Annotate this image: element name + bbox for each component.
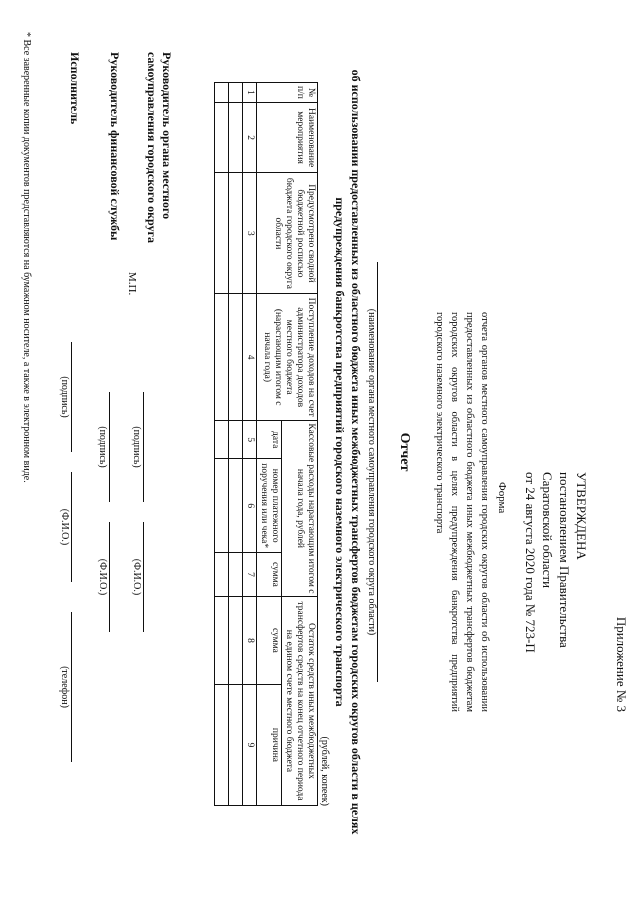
footnote: * Все заверенные копии документов представляются на бумажном носителе, а также в электронном виде. bbox=[21, 32, 32, 483]
approval-line: постановлением Правительства bbox=[557, 472, 572, 648]
header-cell-income: Поступление доходов на счет администратора доходов местного бюджета (нарастающим итогом с начала года) bbox=[257, 294, 318, 421]
report-table bbox=[214, 82, 318, 806]
finance-name-line bbox=[109, 522, 110, 632]
column-number: 9 bbox=[243, 684, 257, 805]
approval-block bbox=[522, 472, 590, 653]
head-name-line bbox=[143, 522, 144, 632]
form-description: отчета органов местного самоуправления городских округов области об использовании предоставленных из областного бюджета иных межбюджетных трансфертов бюджетам городских округов области в целях предупреждения банкротства предприятий городского наземного электрического транспорта bbox=[434, 312, 490, 712]
document-page bbox=[10, 12, 630, 892]
finance-signature-title: Руководитель финансовой службы bbox=[108, 52, 122, 241]
column-number: 4 bbox=[243, 294, 257, 421]
column-number: 2 bbox=[243, 102, 257, 173]
header-cell-sum: сумма bbox=[257, 552, 282, 596]
executor-signature-title: Исполнитель bbox=[68, 52, 82, 125]
header-cell-cash-expenses: Кассовые расходы нарастающим итогом с начала года, рублей bbox=[282, 420, 318, 596]
column-number: 6 bbox=[243, 459, 257, 553]
approval-line: от 24 августа 2020 года № 723-П bbox=[523, 472, 538, 653]
head-signature-title: Руководитель органа местного самоуправления городского округа bbox=[145, 52, 174, 243]
column-number: 8 bbox=[243, 596, 257, 684]
appendix-label: Приложение № 3 bbox=[614, 616, 629, 712]
executor-phone-line bbox=[71, 612, 72, 762]
executor-name-line bbox=[71, 472, 72, 582]
units-label: (рублей, копеек) bbox=[319, 736, 330, 806]
table-row bbox=[229, 83, 243, 806]
name-caption: (Ф.И.О.) bbox=[59, 508, 70, 546]
column-number: 5 bbox=[243, 420, 257, 459]
name-caption: (Ф.И.О.) bbox=[97, 558, 108, 596]
report-title: Отчет bbox=[397, 432, 412, 472]
header-cell-number: № п/п bbox=[257, 83, 318, 103]
signature-caption: (подпись) bbox=[131, 426, 142, 468]
name-caption: (Ф.И.О.) bbox=[131, 558, 142, 596]
table-header-row bbox=[282, 83, 318, 806]
organization-name-caption: (наименование органа местного самоуправления городского округа области) bbox=[366, 308, 377, 636]
header-cell-date: дата bbox=[257, 420, 282, 459]
column-number: 7 bbox=[243, 552, 257, 596]
approval-line: УТВЕРЖДЕНА bbox=[574, 472, 589, 560]
header-cell-balance: Остаток средств иных межбюджетных трансфертов средств на конец отчетного периода на едином счете местного бюджета bbox=[282, 596, 318, 805]
executor-signature-line bbox=[71, 342, 72, 452]
head-signature-line bbox=[143, 392, 144, 502]
table-row bbox=[215, 83, 229, 806]
header-cell-planned: Предусмотрено сводной бюджетной росписью бюджета городского округа области bbox=[257, 173, 318, 294]
column-number-row bbox=[243, 83, 257, 806]
report-heading: об использовании предоставленных из областного бюджета иных межбюджетных трансфертов бюджетам городских округов области в целях предупреждения банкротства предприятий городского наземного электрического транспорта bbox=[333, 69, 363, 835]
column-number: 1 bbox=[243, 83, 257, 103]
phone-caption: (телефон) bbox=[59, 666, 70, 708]
column-number: 3 bbox=[243, 173, 257, 294]
form-label: Форма bbox=[496, 482, 508, 514]
organization-name-line bbox=[377, 262, 378, 682]
header-cell-payment-number: номер платежного поручения или чека* bbox=[257, 459, 282, 553]
stamp-placeholder: М.П. bbox=[126, 272, 138, 296]
finance-signature-line bbox=[109, 392, 110, 502]
header-cell-name: Наименование мероприятия bbox=[257, 102, 318, 173]
header-cell-balance-sum: сумма bbox=[257, 596, 282, 684]
approval-line: Саратовской области bbox=[540, 472, 555, 589]
signature-caption: (подпись) bbox=[59, 376, 70, 418]
header-cell-reason: причина bbox=[257, 684, 282, 805]
signature-caption: (подпись) bbox=[97, 426, 108, 468]
